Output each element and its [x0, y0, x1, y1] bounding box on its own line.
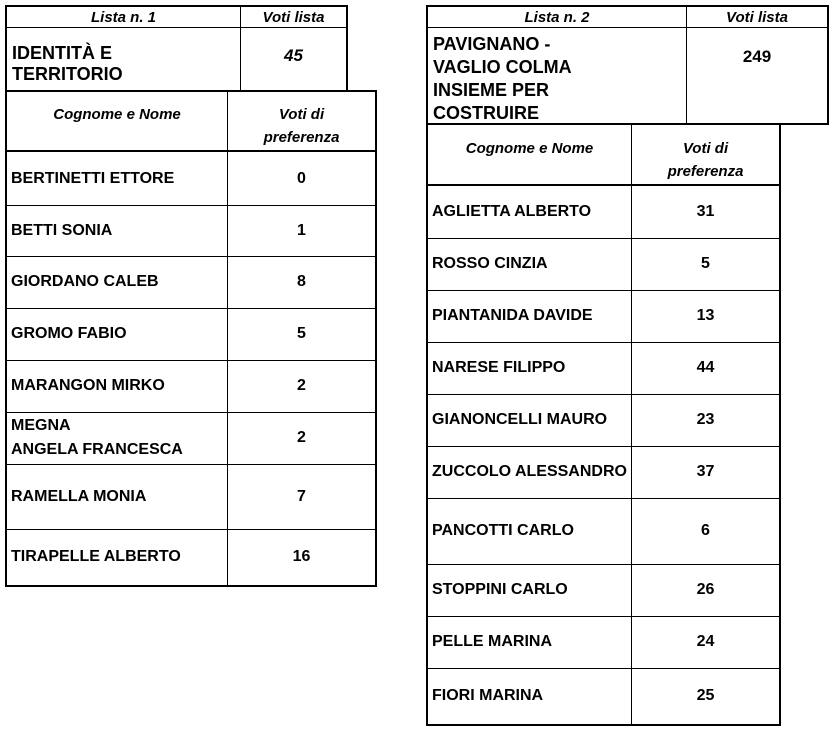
- candidate-name: [428, 564, 629, 616]
- table-row: [5, 412, 377, 464]
- list2-table: [426, 124, 781, 726]
- table-row: [426, 498, 781, 564]
- candidate-name-line: PELLE MARINA: [432, 633, 552, 650]
- table-row: [426, 616, 781, 668]
- list1-col-pref-line: preferenza: [263, 129, 340, 146]
- candidate-name-line: PANCOTTI CARLO: [432, 522, 574, 539]
- candidate-name-line: FIORI MARINA: [432, 687, 544, 704]
- candidate-name: [428, 342, 629, 394]
- list1-votes-label: Voti lista: [262, 8, 325, 26]
- candidate-votes: 2: [297, 429, 306, 446]
- list1-votes: 45: [284, 46, 303, 65]
- candidate-name-line: BERTINETTI ETTORE: [11, 169, 175, 187]
- table-row: [426, 564, 781, 616]
- table-row: [426, 186, 781, 238]
- list1-col-pref-line: Voti di: [278, 106, 325, 123]
- table-row: [426, 342, 781, 394]
- candidate-name-line: STOPPINI CARLO: [432, 581, 568, 598]
- candidate-name-line: ANGELA FRANCESCA: [11, 441, 183, 458]
- table-row: [5, 256, 377, 308]
- list2-votes-label: Voti lista: [726, 8, 788, 26]
- candidate-votes: 31: [696, 203, 715, 220]
- list2-votes: 249: [742, 47, 772, 66]
- list2-col-pref: [632, 137, 779, 183]
- candidate-votes: 24: [696, 633, 715, 650]
- list2-label: Lista n. 2: [524, 8, 590, 26]
- candidate-name-line: RAMELLA MONIA: [11, 487, 147, 505]
- table-row: [5, 360, 377, 412]
- candidate-name: [7, 256, 225, 308]
- candidate-name-line: ROSSO CINZIA: [432, 255, 548, 272]
- candidate-name-line: GROMO FABIO: [11, 325, 127, 342]
- candidate-name-line: MARANGON MIRKO: [11, 377, 165, 394]
- candidate-name-line: TIRAPELLE ALBERTO: [11, 548, 181, 565]
- list2-title-line: VAGLIO COLMA: [433, 57, 572, 77]
- candidate-votes: 5: [297, 325, 306, 342]
- table-row: [426, 668, 781, 724]
- list1-header: [5, 5, 348, 91]
- candidate-votes: 6: [701, 522, 710, 539]
- candidate-name: [7, 412, 225, 464]
- candidate-votes: 16: [292, 548, 311, 565]
- candidate-votes: 2: [297, 377, 306, 394]
- candidate-name-line: ZUCCOLO ALESSANDRO: [432, 463, 627, 480]
- candidate-name: [7, 152, 225, 205]
- list2-col-pref-line: preferenza: [667, 163, 744, 180]
- candidate-name-line: GIANONCELLI MAURO: [432, 411, 608, 428]
- candidate-votes: 1: [297, 221, 306, 239]
- table-row: [5, 152, 377, 205]
- candidate-votes: 13: [696, 307, 715, 324]
- table-row: [426, 446, 781, 498]
- candidate-name: [428, 616, 629, 668]
- candidate-votes: 7: [297, 487, 306, 505]
- candidate-name-line: GIORDANO CALEB: [11, 273, 159, 290]
- list2-title-line: PAVIGNANO -: [433, 34, 551, 54]
- list2-col-pref-line: Voti di: [682, 140, 729, 157]
- list1-col-name: Cognome e Nome: [53, 106, 181, 123]
- candidate-votes: 23: [696, 411, 715, 428]
- table-row: [5, 529, 377, 585]
- candidate-name: [7, 308, 225, 360]
- list2-title-line: COSTRUIRE: [433, 103, 540, 123]
- list1-label: Lista n. 1: [90, 8, 157, 26]
- candidate-name: [428, 446, 629, 498]
- table-row: [426, 394, 781, 446]
- table-row: [5, 308, 377, 360]
- candidate-name: [428, 290, 629, 342]
- list2-header: [426, 5, 829, 125]
- candidate-votes: 37: [696, 463, 715, 480]
- list1-title-line: IDENTITÀ E: [12, 43, 113, 63]
- list1-title-line: TERRITORIO: [12, 64, 123, 84]
- list2-col-name: Cognome e Nome: [465, 140, 594, 157]
- candidate-name: [428, 186, 629, 238]
- table-row: [426, 290, 781, 342]
- list1-title: [7, 43, 240, 85]
- candidate-name: [7, 464, 225, 529]
- table-row: [426, 238, 781, 290]
- candidate-name-line: NARESE FILIPPO: [432, 359, 566, 376]
- table-row: [5, 205, 377, 256]
- candidate-votes: 8: [297, 273, 306, 290]
- candidate-votes: 0: [297, 169, 306, 187]
- candidate-name: [7, 205, 225, 256]
- candidate-name-line: AGLIETTA ALBERTO: [432, 203, 592, 220]
- candidate-name: [7, 529, 225, 585]
- list1-table: [5, 90, 377, 587]
- candidate-name-line: BETTI SONIA: [11, 221, 113, 239]
- candidate-votes: 44: [696, 359, 715, 376]
- candidate-votes: 5: [701, 255, 710, 272]
- table-row: [5, 464, 377, 529]
- list1-col-pref: [228, 103, 375, 149]
- candidate-name: [428, 498, 629, 564]
- candidate-name: [428, 668, 629, 724]
- candidate-name: [428, 238, 629, 290]
- candidate-name: [428, 394, 629, 446]
- list2-title-line: INSIEME PER: [433, 80, 550, 100]
- candidate-name: [7, 360, 225, 412]
- candidate-name-line: PIANTANIDA DAVIDE: [432, 307, 593, 324]
- candidate-name-line: MEGNA: [11, 417, 71, 434]
- candidate-votes: 25: [696, 687, 715, 704]
- list2-title: [428, 33, 686, 125]
- candidate-votes: 26: [696, 581, 715, 598]
